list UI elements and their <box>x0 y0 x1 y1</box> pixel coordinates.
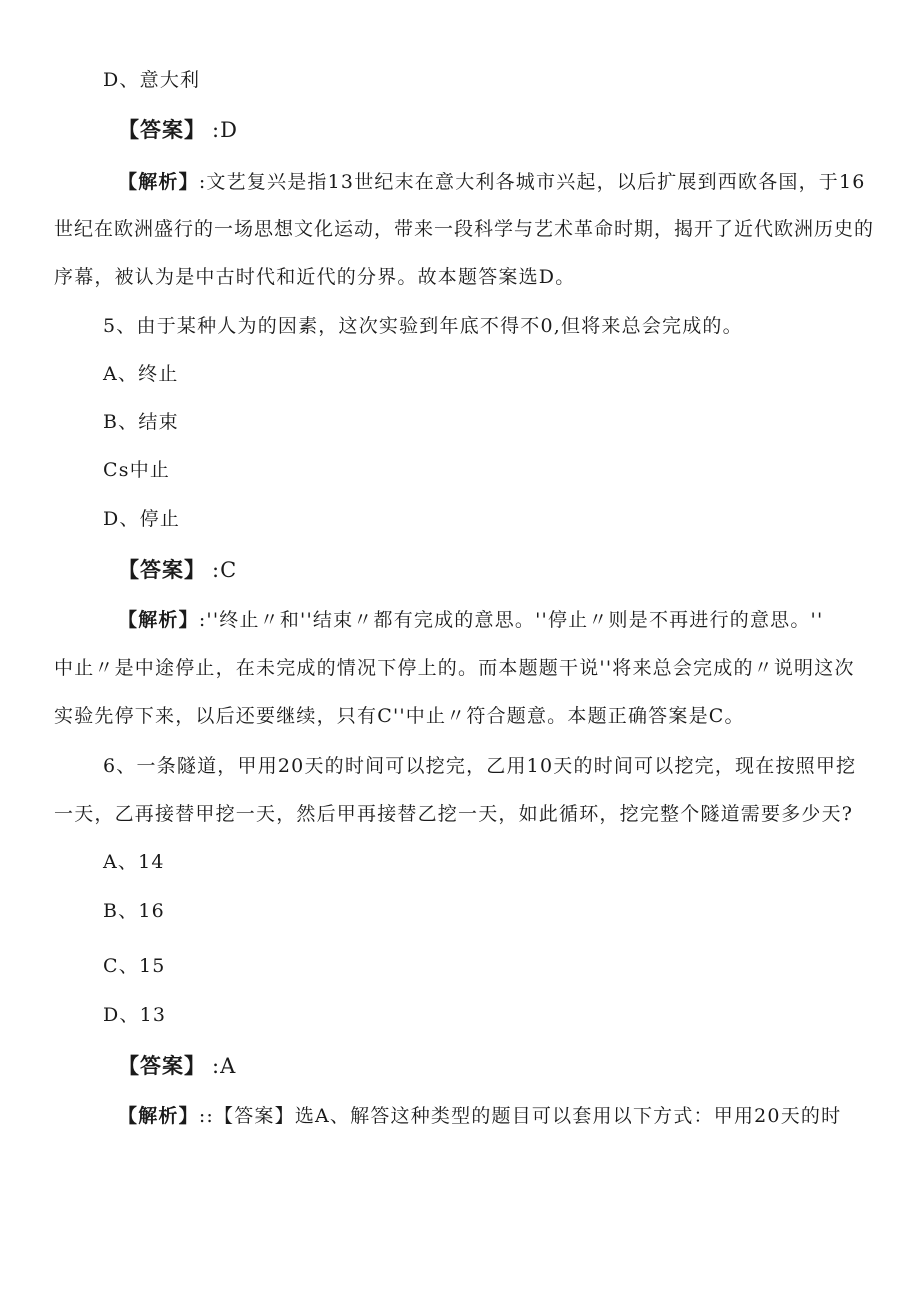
analysis-text: :文艺复兴是指13世纪末在意大利各城市兴起，以后扩展到西欧各国，于16 <box>198 171 866 193</box>
q5-option-d: D、停止 <box>103 508 181 530</box>
q4-option-d: D、意大利 <box>103 69 201 91</box>
q6-analysis-line-1 <box>118 1104 841 1128</box>
answer-value: :D <box>212 118 238 142</box>
analysis-label: 【解析】 <box>118 171 199 193</box>
q6-option-a: A、14 <box>103 851 165 873</box>
analysis-label: 【解析】 <box>118 609 199 631</box>
q6-option-d: D、13 <box>103 1004 167 1026</box>
analysis-text: ::【答案】选A、解答这种类型的题目可以套用以下方式：甲用20天的时 <box>198 1105 842 1127</box>
answer-tag: 【答案】 <box>118 558 206 582</box>
answer-value: :C <box>212 558 238 582</box>
q6-question-line-2: 一天，乙再接替甲挖一天，然后甲再接替乙挖一天，如此循环，挖完整个隧道需要多少天? <box>54 803 854 825</box>
q5-answer <box>118 556 237 586</box>
q5-analysis-line-2: 中止〃是中途停止，在未完成的情况下停上的。而本题题干说''将来总会完成的〃说明这次 <box>54 657 855 679</box>
q4-answer <box>118 116 238 146</box>
q5-option-b: B、结束 <box>103 411 179 433</box>
q6-question-line-1: 6、一条隧道，甲用20天的时间可以挖完，乙用10天的时间可以挖完，现在按照甲挖 <box>103 755 857 777</box>
analysis-text: :''终止〃和''结束〃都有完成的意思。''停止〃则是不再进行的意思。'' <box>198 609 824 631</box>
q5-analysis-line-1 <box>118 608 823 632</box>
q4-analysis-line-2: 世纪在欧洲盛行的一场思想文化运动，带来一段科学与艺术革命时期，揭开了近代欧洲历史的 <box>54 218 875 240</box>
q5-analysis-line-3: 实验先停下来，以后还要继续，只有C''中止〃符合题意。本题正确答案是C。 <box>54 705 745 727</box>
analysis-label: 【解析】 <box>118 1105 199 1127</box>
q4-analysis-line-3: 序幕，被认为是中古时代和近代的分界。故本题答案选D。 <box>54 266 576 288</box>
answer-value: :A <box>212 1054 237 1078</box>
q6-option-b: B、16 <box>103 900 165 922</box>
answer-tag: 【答案】 <box>118 118 206 142</box>
q6-option-c: C、15 <box>103 955 166 977</box>
q4-analysis-line-1 <box>118 170 866 194</box>
q5-option-a: A、终止 <box>103 363 179 385</box>
q5-option-c: Cs中止 <box>103 459 171 481</box>
q6-answer <box>118 1052 236 1082</box>
q5-question: 5、由于某种人为的因素，这次实验到年底不得不0,但将来总会完成的。 <box>103 315 743 337</box>
answer-tag: 【答案】 <box>118 1054 206 1078</box>
